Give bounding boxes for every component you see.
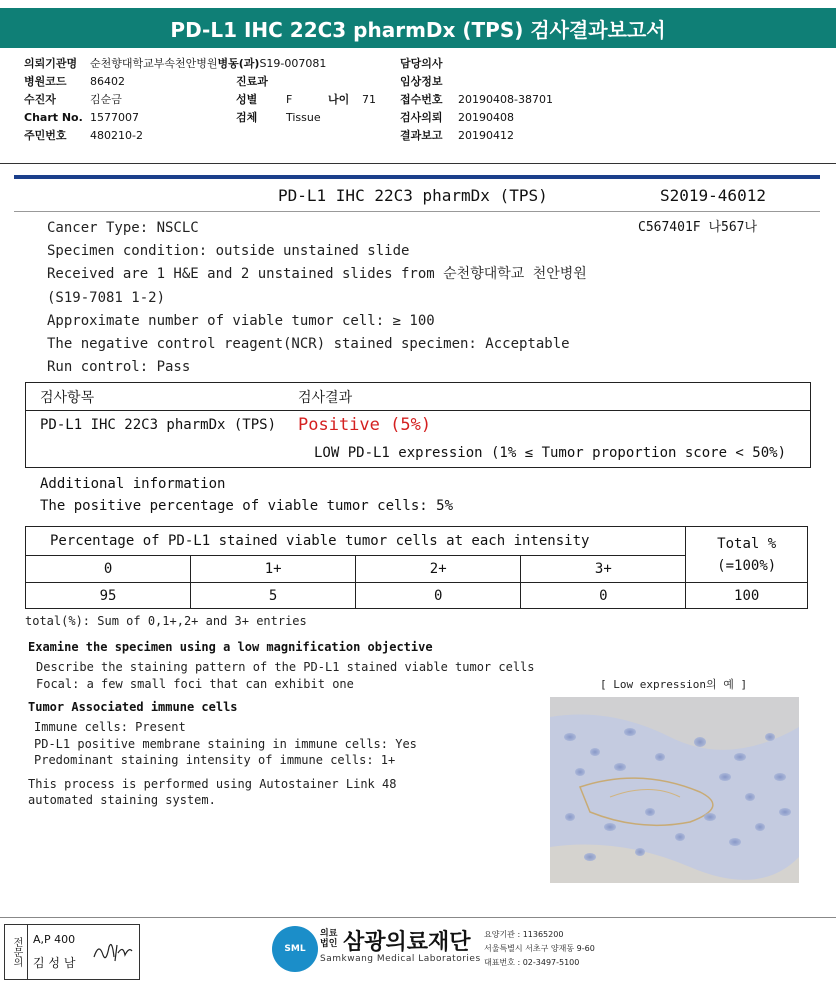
doctor-name: 김 성 남 bbox=[33, 956, 76, 970]
patient-meta-col2 bbox=[236, 73, 376, 127]
meta-value: F bbox=[286, 93, 293, 106]
sml-logo-icon bbox=[272, 926, 318, 972]
meta-value: 20190408 bbox=[458, 111, 514, 124]
intensity-value: 5 bbox=[191, 583, 356, 609]
text-line: Cancer Type: NSCLC bbox=[47, 220, 199, 236]
text-line: (S19-7081 1-2) bbox=[47, 289, 166, 306]
meta-key: 결과보고 bbox=[400, 129, 443, 142]
immune-line: Immune cells: Present bbox=[34, 720, 186, 734]
logo-text: SML bbox=[284, 944, 306, 954]
examine-heading: Examine the specimen using a low magnification objective bbox=[28, 640, 433, 654]
intensity-value: 0 bbox=[521, 583, 686, 609]
meta-key: 접수번호 bbox=[400, 93, 443, 106]
meta-key: 검체 bbox=[236, 111, 258, 124]
meta-key: 병원코드 bbox=[24, 75, 67, 88]
meta-key: Chart No. bbox=[24, 111, 83, 124]
specialist-label bbox=[5, 925, 28, 979]
immune-line: Predominant staining intensity of immune cells: 1+ bbox=[34, 753, 396, 767]
result-expression: LOW PD-L1 expression (1% ≤ Tumor proportion score < 50%) bbox=[314, 445, 787, 461]
meta-value: 20190412 bbox=[458, 129, 514, 142]
intensity-column-header: 2+ bbox=[356, 556, 521, 583]
examine-line: Describe the staining pattern of the PD-L1 stained viable tumor cells bbox=[36, 660, 535, 674]
total-header bbox=[686, 527, 808, 583]
result-header-result: 검사결과 bbox=[298, 390, 353, 406]
meta-value: 순천향대학교부속천안병원 bbox=[90, 57, 218, 70]
report-title-bar bbox=[0, 8, 836, 48]
total-label: (=100%) bbox=[717, 557, 777, 574]
signature-icon bbox=[91, 937, 135, 967]
org-contact bbox=[484, 928, 595, 970]
pathologist-signature-box bbox=[4, 924, 140, 980]
org-english-name: Samkwang Medical Laboratories bbox=[320, 954, 481, 964]
additional-text: The positive percentage of viable tumor cells: 5% bbox=[40, 498, 454, 514]
patient-meta-col3 bbox=[400, 55, 553, 145]
image-caption: [ Low expression의 예 ] bbox=[600, 678, 748, 691]
meta-value: Tissue bbox=[286, 111, 321, 124]
total-note: total(%): Sum of 0,1+,2+ and 3+ entries bbox=[25, 614, 307, 628]
additional-heading: Additional information bbox=[40, 476, 226, 492]
doctor-id: A,P 400 bbox=[33, 933, 76, 946]
intensity-table bbox=[25, 526, 808, 609]
meta-value: 86402 bbox=[90, 75, 125, 88]
report-number: S2019-46012 bbox=[660, 186, 766, 205]
text-line: The negative control reagent(NCR) stained specimen: Acceptable bbox=[47, 336, 570, 353]
text-line: Run control: Pass bbox=[47, 359, 191, 376]
intensity-column-header: 3+ bbox=[521, 556, 686, 583]
footer-divider bbox=[0, 917, 836, 918]
ihc-sample-image bbox=[550, 697, 799, 883]
meta-value: 71 bbox=[362, 93, 376, 106]
specialist-label-text: 전문의 bbox=[11, 937, 22, 967]
divider bbox=[0, 163, 836, 164]
meta-key: 검사의뢰 bbox=[400, 111, 443, 124]
meta-key: 주민번호 bbox=[24, 129, 67, 142]
text-line: Received are 1 H&E and 2 unstained slides from 순천향대학교 천안병원 bbox=[47, 266, 587, 283]
examine-line: Focal: a few small foci that can exhibit one bbox=[36, 677, 354, 691]
meta-value: 20190408-38701 bbox=[458, 93, 553, 106]
intensity-column-header: 0 bbox=[26, 556, 191, 583]
meta-key: 담당의사 bbox=[400, 57, 443, 70]
report-code: C567401F 나567나 bbox=[638, 220, 758, 235]
intensity-value: 95 bbox=[26, 583, 191, 609]
contact-line: 서울특별시 서초구 양재동 9-60 bbox=[484, 944, 595, 953]
contact-line: 대표번호 : 02-3497-5100 bbox=[484, 958, 580, 967]
intensity-caption: Percentage of PD-L1 stained viable tumor cells at each intensity bbox=[26, 527, 686, 556]
result-value: Positive (5%) bbox=[298, 415, 432, 435]
meta-key: 진료과 bbox=[236, 75, 268, 88]
result-header-item: 검사항목 bbox=[40, 390, 95, 406]
intensity-column-header: 1+ bbox=[191, 556, 356, 583]
text-line: Approximate number of viable tumor cell: ≥ 100 bbox=[47, 312, 435, 329]
intensity-total: 100 bbox=[686, 583, 808, 609]
text-line: Specimen condition: outside unstained slide bbox=[47, 243, 410, 260]
divider bbox=[26, 410, 810, 411]
immune-line: PD-L1 positive membrane staining in immune cells: Yes bbox=[34, 737, 417, 751]
meta-key: 병동(과) bbox=[217, 57, 260, 70]
meta-key: 나이 bbox=[328, 93, 350, 106]
meta-value: 1577007 bbox=[90, 111, 139, 124]
immune-heading: Tumor Associated immune cells bbox=[28, 700, 238, 714]
contact-line: 요양기관 : 11365200 bbox=[484, 930, 564, 939]
section-divider bbox=[14, 175, 820, 179]
result-item: PD-L1 IHC 22C3 pharmDx (TPS) bbox=[40, 417, 277, 433]
org-name: 삼광의료재단 bbox=[343, 930, 471, 955]
specimen-description bbox=[47, 217, 587, 379]
meta-key: 수진자 bbox=[24, 93, 56, 106]
divider bbox=[14, 211, 820, 212]
meta-value: 김순금 bbox=[90, 93, 122, 106]
result-table bbox=[25, 382, 811, 468]
report-title: PD-L1 IHC 22C3 pharmDx (TPS) 검사결과보고서 bbox=[170, 17, 666, 42]
intensity-value: 0 bbox=[356, 583, 521, 609]
org-prefix: 의료법인 bbox=[320, 929, 338, 949]
tissue-micrograph bbox=[550, 697, 799, 883]
meta-key: 의뢰기관명 bbox=[24, 57, 78, 70]
total-label: Total % bbox=[717, 535, 777, 552]
process-line: automated staining system. bbox=[28, 793, 216, 807]
meta-key: 임상정보 bbox=[400, 75, 443, 88]
meta-value: 480210-2 bbox=[90, 129, 143, 142]
meta-key: 성별 bbox=[236, 93, 258, 106]
process-line: This process is performed using Autostainer Link 48 bbox=[28, 777, 397, 791]
meta-value: S19-007081 bbox=[259, 57, 327, 70]
report-test-name: PD-L1 IHC 22C3 pharmDx (TPS) bbox=[278, 186, 548, 205]
